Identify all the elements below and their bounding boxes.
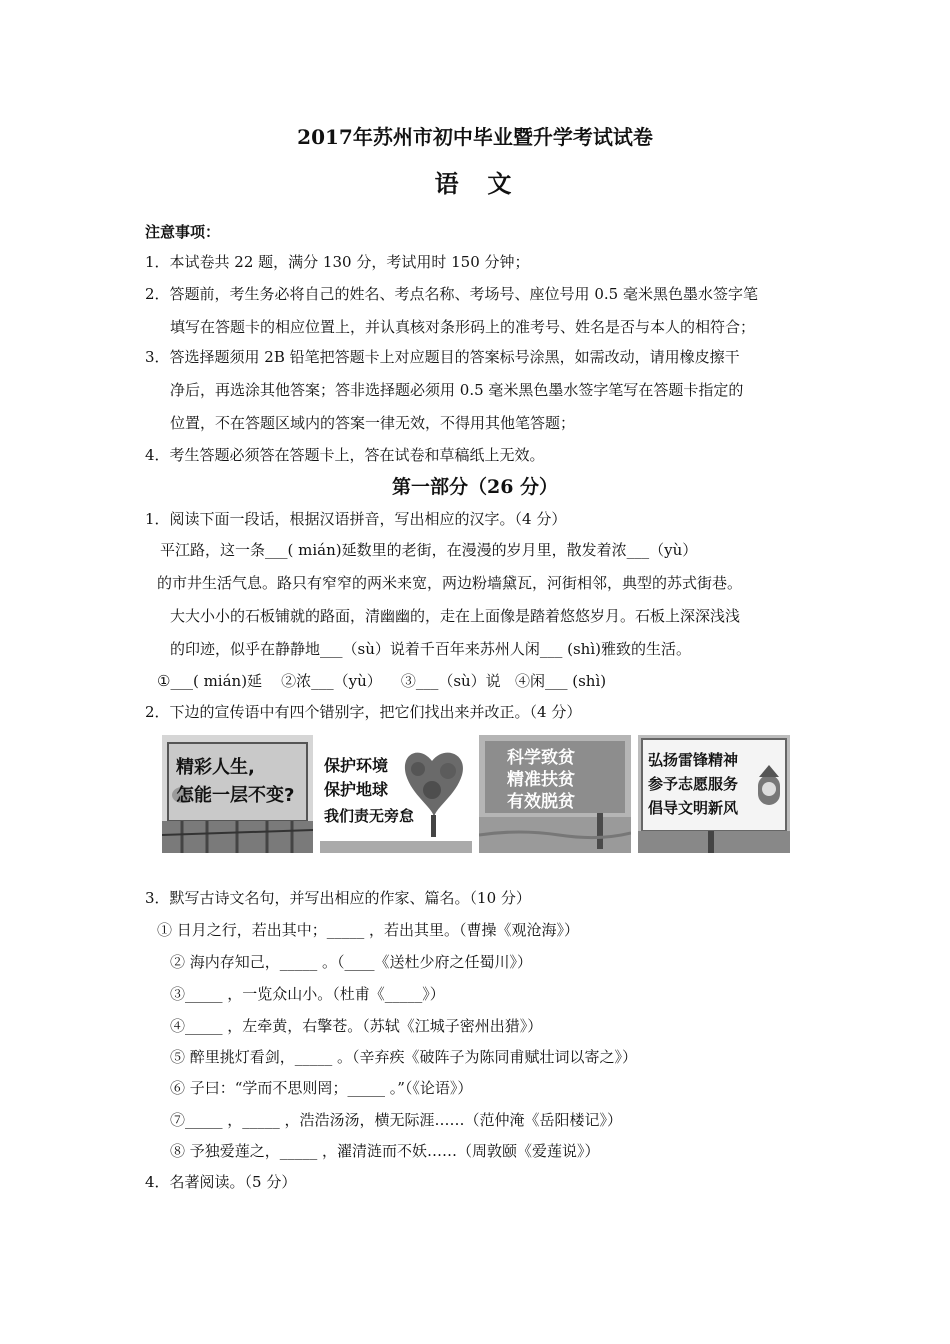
- q1-prompt: 1．阅读下面一段话，根据汉语拼音，写出相应的汉字。（4 分）: [145, 510, 567, 528]
- notice-line: 1．本试卷共 22 题，满分 130 分，考试用时 150 分钟；: [145, 253, 530, 271]
- sign-photo-3: [479, 735, 631, 853]
- q3-item: ② 海内存知己，_____ 。（____《送杜少府之任蜀川》）: [170, 953, 533, 971]
- notice-line: 3．答选择题须用 2B 铅笔把答题卡上对应题目的答案标号涂黑，如需改动，请用橡皮擦干: [145, 348, 740, 366]
- q4-prompt: 4．名著阅读。（5 分）: [145, 1173, 297, 1191]
- sign-photo-1: [162, 735, 313, 853]
- notice-line: 填写在答题卡的相应位置上，并认真核对条形码上的准考号、姓名是否与本人的相符合；: [170, 318, 756, 336]
- notice-line: 4．考生答题必须答在答题卡上，答在试卷和草稿纸上无效。: [145, 446, 545, 464]
- q3-item: ③_____ ，一览众山小。（杜甫《_____》）: [170, 985, 445, 1003]
- q3-prompt: 3．默写古诗文名句，并写出相应的作家、篇名。（10 分）: [145, 889, 531, 907]
- sign-3-line: 精准扶贫: [507, 770, 575, 790]
- sign-4-line: 倡导文明新风: [648, 799, 739, 817]
- q2-prompt: 2．下边的宣传语中有四个错别字，把它们找出来并改正。（4 分）: [145, 703, 582, 721]
- sign-photo-2: [320, 735, 472, 853]
- q1-passage-line: 的印迹，似乎在静静地___（sù）说着千百年来苏州人闲___ (shì)雅致的生活。: [170, 640, 691, 658]
- q3-item: ⑥ 子曰：“学而不思则罔；_____ 。”（《论语》）: [170, 1079, 473, 1097]
- q1-answers: ①___( mián)延 ②浓___（yù） ③___（sù）说 ④闲___ (shì): [157, 672, 607, 690]
- q3-item: ⑦_____ ，_____ ，浩浩汤汤，横无际涯……（范仲淹《岳阳楼记》）: [170, 1111, 623, 1129]
- q1-passage-line: 大大小小的石板铺就的路面，清幽幽的，走在上面像是踏着悠悠岁月。石板上深深浅浅: [170, 607, 741, 625]
- sign-4-line: 弘扬雷锋精神: [648, 751, 739, 769]
- exam-title: 2017年苏州市初中毕业暨升学考试试卷: [297, 125, 653, 149]
- notice-line: 位置，不在答题区域内的答案一律无效，不得用其他笔答题；: [170, 414, 576, 432]
- part1-heading: 第一部分（26 分）: [391, 476, 559, 498]
- sign-2-line: 保护地球: [324, 780, 389, 799]
- sign-3-line: 科学致贫: [507, 748, 575, 768]
- q1-passage-line: 的市井生活气息。路只有窄窄的两米来宽，两边粉墙黛瓦，河街相邻，典型的苏式街巷。: [157, 574, 743, 592]
- q3-item: ④_____ ，左牵黄，右擎苍。（苏轼《江城子密州出猎》）: [170, 1017, 543, 1035]
- q3-item: ⑤ 醉里挑灯看剑，_____ 。（辛弃疾《破阵子为陈同甫赋壮词以寄之》）: [170, 1048, 638, 1066]
- sign-1-line: 怎能一层不变?: [176, 785, 295, 806]
- sign-photo-4: [638, 735, 790, 853]
- sign-4-line: 参予志愿服务: [648, 775, 739, 793]
- q3-item: ⑧ 予独爱莲之，_____ ，濯清涟而不妖……（周敦颐《爱莲说》）: [170, 1142, 600, 1160]
- sign-3-line: 有效脱贫: [507, 792, 575, 812]
- sign-2-line: 我们责无旁怠: [324, 807, 415, 825]
- subject-title: 语 文: [434, 169, 516, 198]
- q3-item: ① 日月之行，若出其中；_____ ，若出其里。（曹操《观沧海》）: [157, 921, 580, 939]
- notice-line: 净后，再选涂其他答案；答非选择题必须用 0.5 毫米黑色墨水签字笔写在答题卡指定的: [170, 381, 744, 399]
- notice-heading: 注意事项：: [145, 223, 221, 241]
- q1-passage-line: 平江路，这一条___( mián)延数里的老街，在漫漫的岁月里，散发着浓___（yù）: [160, 541, 698, 559]
- sign-2-line: 保护环境: [324, 756, 389, 775]
- sign-1-line: 精彩人生,: [176, 757, 255, 778]
- notice-line: 2．答题前，考生务必将自己的姓名、考点名称、考场号、座位号用 0.5 毫米黑色墨水签字笔: [145, 285, 758, 303]
